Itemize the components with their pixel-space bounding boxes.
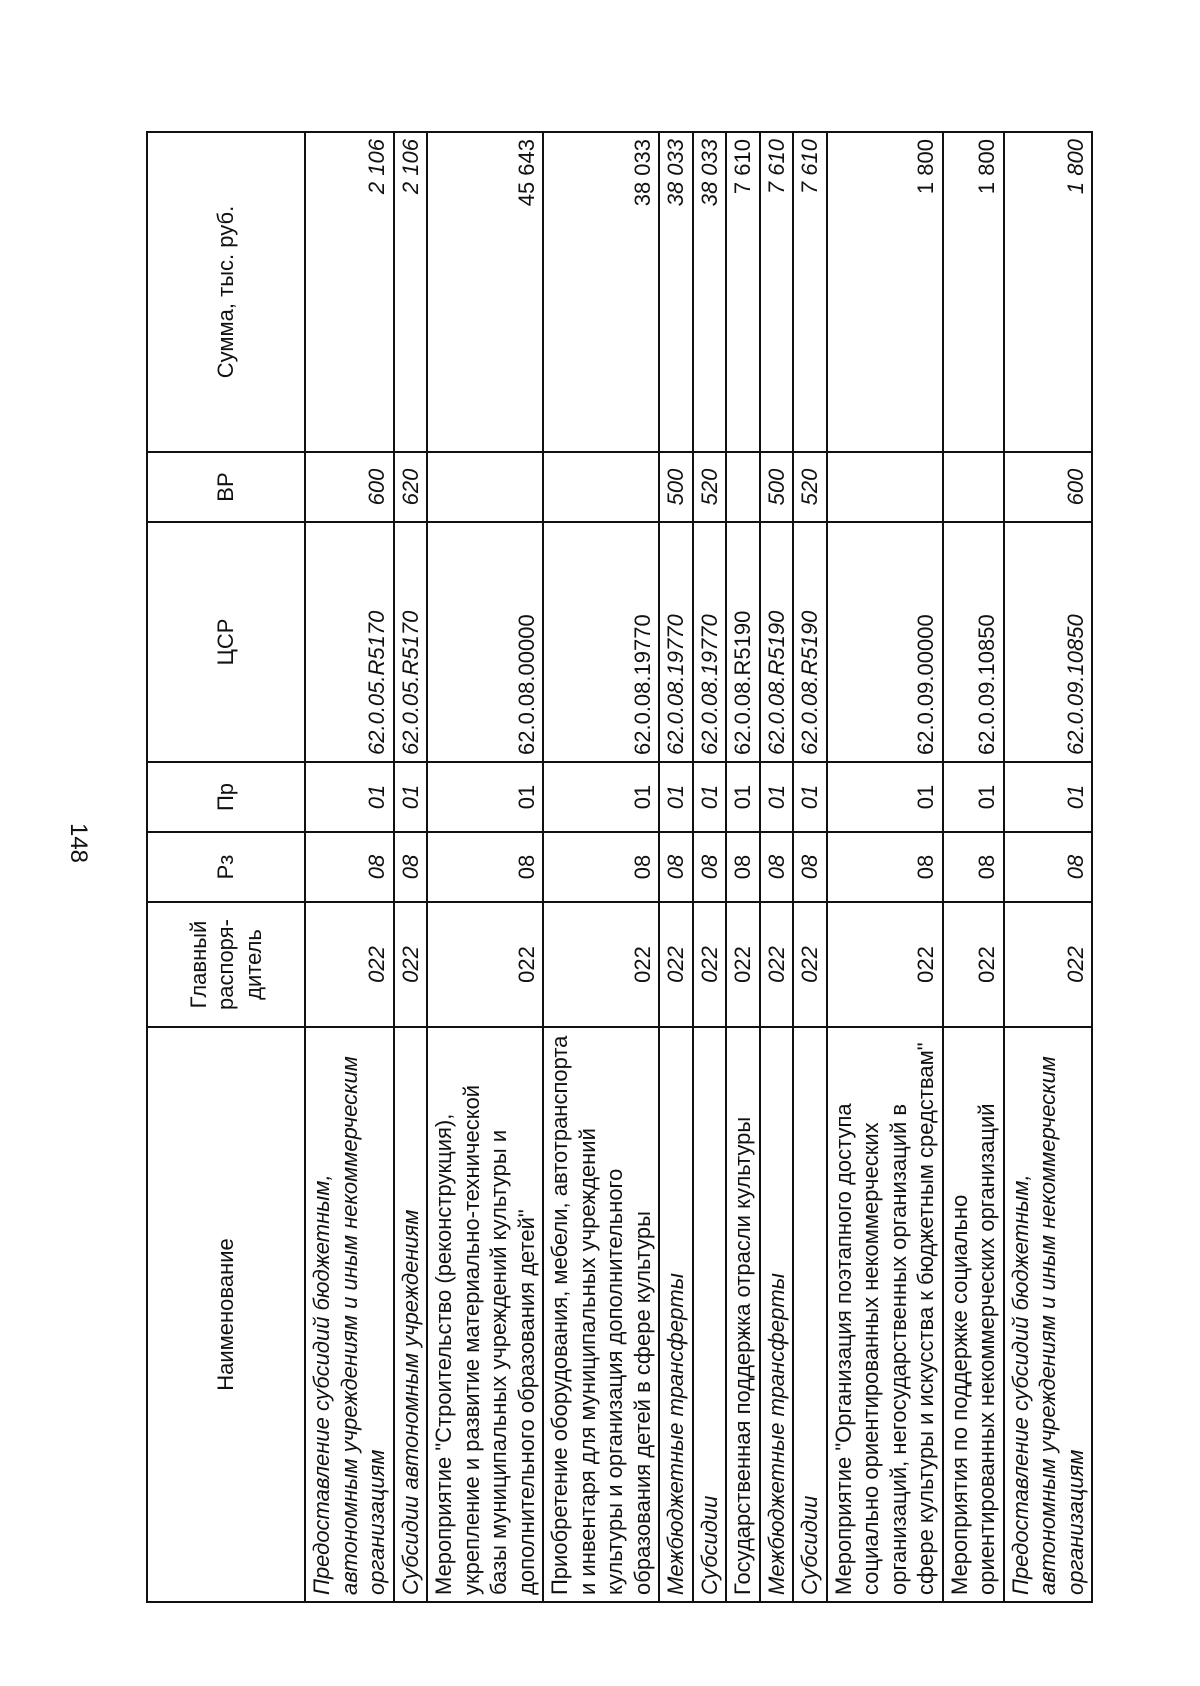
- cell-sum: 2 106: [394, 132, 428, 452]
- rotated-table-wrapper: [146, 133, 1088, 1603]
- cell-gr: 022: [726, 902, 760, 1027]
- cell-csr: 62.0.08.00000: [427, 522, 543, 762]
- cell-sum: 38 033: [543, 132, 659, 452]
- cell-name: Приобретение оборудования, мебели, автотранспорта и инвентаря для муниципальных учреждений культуры и организация дополнительного образования детей в сфере культуры: [543, 1027, 659, 1602]
- table-row: [827, 132, 943, 1602]
- table-row: [394, 132, 428, 1602]
- cell-vr: 500: [760, 452, 794, 522]
- cell-vr: 600: [305, 452, 394, 522]
- cell-pr: 01: [305, 762, 394, 832]
- cell-pr: 01: [760, 762, 794, 832]
- cell-rz: 08: [943, 832, 1004, 902]
- cell-name: Предоставление субсидий бюджетным, автономным учреждениям и иным некоммерческим организациям: [305, 1027, 394, 1602]
- cell-gr: 022: [943, 902, 1004, 1027]
- cell-csr: 62.0.05.R5170: [394, 522, 428, 762]
- cell-name: Субсидии: [793, 1027, 827, 1602]
- table-row: [793, 132, 827, 1602]
- cell-pr: 01: [693, 762, 727, 832]
- cell-csr: 62.0.08.19770: [693, 522, 727, 762]
- cell-gr: 022: [543, 902, 659, 1027]
- cell-pr: 01: [543, 762, 659, 832]
- header-main-manager: Главный распоря-дитель: [147, 902, 305, 1027]
- cell-vr: 620: [394, 452, 428, 522]
- table-row: [693, 132, 727, 1602]
- table-row: [659, 132, 693, 1602]
- cell-pr: 01: [793, 762, 827, 832]
- cell-rz: 08: [1004, 832, 1093, 902]
- header-vr: ВР: [147, 452, 305, 522]
- cell-sum: 1 800: [1004, 132, 1093, 452]
- cell-pr: 01: [394, 762, 428, 832]
- cell-sum: 2 106: [305, 132, 394, 452]
- cell-sum: 38 033: [693, 132, 727, 452]
- cell-csr: 62.0.09.00000: [827, 522, 943, 762]
- cell-sum: 7 610: [793, 132, 827, 452]
- cell-gr: 022: [394, 902, 428, 1027]
- budget-table: [146, 131, 1093, 1603]
- cell-csr: 62.0.09.10850: [943, 522, 1004, 762]
- cell-rz: 08: [305, 832, 394, 902]
- cell-pr: 01: [659, 762, 693, 832]
- cell-name: Межбюджетные трансферты: [659, 1027, 693, 1602]
- header-rz: Рз: [147, 832, 305, 902]
- cell-pr: 01: [427, 762, 543, 832]
- cell-csr: 62.0.08.R5190: [793, 522, 827, 762]
- table-row: [427, 132, 543, 1602]
- table-row: [943, 132, 1004, 1602]
- cell-gr: 022: [827, 902, 943, 1027]
- cell-vr: 500: [659, 452, 693, 522]
- cell-csr: 62.0.09.10850: [1004, 522, 1093, 762]
- table-header-row: [147, 132, 305, 1602]
- cell-sum: 38 033: [659, 132, 693, 452]
- table-row: [1004, 132, 1093, 1602]
- cell-vr: [943, 452, 1004, 522]
- cell-gr: 022: [305, 902, 394, 1027]
- cell-gr: 022: [793, 902, 827, 1027]
- cell-vr: 520: [793, 452, 827, 522]
- cell-csr: 62.0.08.19770: [659, 522, 693, 762]
- header-name: Наименование: [147, 1027, 305, 1602]
- cell-csr: 62.0.08.19770: [543, 522, 659, 762]
- cell-vr: 600: [1004, 452, 1093, 522]
- cell-gr: 022: [693, 902, 727, 1027]
- cell-vr: [427, 452, 543, 522]
- cell-vr: [726, 452, 760, 522]
- cell-sum: 1 800: [827, 132, 943, 452]
- table-row: [543, 132, 659, 1602]
- header-csr: ЦСР: [147, 522, 305, 762]
- cell-csr: 62.0.05.R5170: [305, 522, 394, 762]
- cell-sum: 45 643: [427, 132, 543, 452]
- header-sum: Сумма, тыс. руб.: [147, 132, 305, 452]
- cell-rz: 08: [827, 832, 943, 902]
- header-pr: Пр: [147, 762, 305, 832]
- cell-rz: 08: [659, 832, 693, 902]
- cell-rz: 08: [693, 832, 727, 902]
- cell-rz: 08: [793, 832, 827, 902]
- cell-gr: 022: [659, 902, 693, 1027]
- table-row: [726, 132, 760, 1602]
- cell-sum: 7 610: [726, 132, 760, 452]
- table-row: [305, 132, 394, 1602]
- cell-vr: 520: [693, 452, 727, 522]
- cell-name: Субсидии автономным учреждениям: [394, 1027, 428, 1602]
- table-row: [760, 132, 794, 1602]
- cell-name: Мероприятие "Строительство (реконструкция), укрепление и развитие материально-технической базы муниципальных учреждений культуры и дополнительного образования детей": [427, 1027, 543, 1602]
- cell-rz: 08: [427, 832, 543, 902]
- cell-sum: 7 610: [760, 132, 794, 452]
- cell-vr: [827, 452, 943, 522]
- cell-pr: 01: [726, 762, 760, 832]
- cell-name: Мероприятия по поддержке социально ориентированных некоммерческих организаций: [943, 1027, 1004, 1602]
- cell-vr: [543, 452, 659, 522]
- cell-gr: 022: [760, 902, 794, 1027]
- cell-csr: 62.0.08.R5190: [726, 522, 760, 762]
- cell-gr: 022: [1004, 902, 1093, 1027]
- cell-rz: 08: [543, 832, 659, 902]
- cell-pr: 01: [827, 762, 943, 832]
- cell-gr: 022: [427, 902, 543, 1027]
- cell-sum: 1 800: [943, 132, 1004, 452]
- page-number: 148: [65, 822, 92, 864]
- cell-pr: 01: [943, 762, 1004, 832]
- cell-csr: 62.0.08.R5190: [760, 522, 794, 762]
- cell-name: Предоставление субсидий бюджетным, автономным учреждениям и иным некоммерческим организациям: [1004, 1027, 1093, 1602]
- cell-name: Субсидии: [693, 1027, 727, 1602]
- cell-rz: 08: [760, 832, 794, 902]
- cell-name: Государственная поддержка отрасли культуры: [726, 1027, 760, 1602]
- cell-pr: 01: [1004, 762, 1093, 832]
- cell-name: Межбюджетные трансферты: [760, 1027, 794, 1602]
- cell-rz: 08: [726, 832, 760, 902]
- cell-rz: 08: [394, 832, 428, 902]
- cell-name: Мероприятие "Организация поэтапного доступа социально ориентированных некоммерческих организаций, негосударственных организаций в сфере культуры и искусства к бюджетным средствам": [827, 1027, 943, 1602]
